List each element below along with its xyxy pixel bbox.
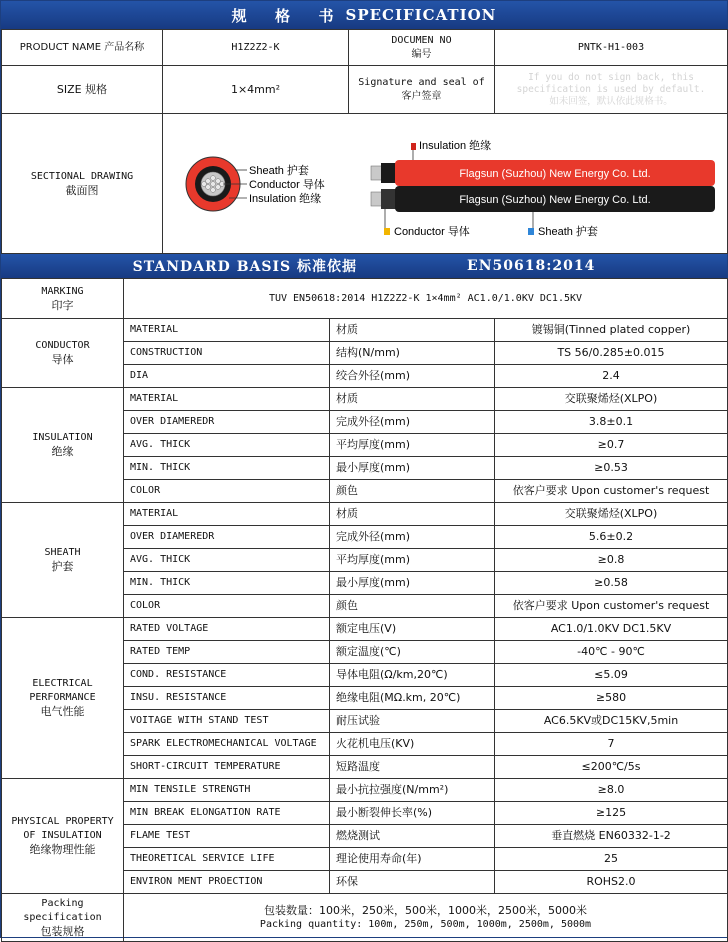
spec-row: [2, 319, 728, 342]
marking-label-cn: 印字: [51, 298, 74, 312]
property-name-en: MATERIAL: [124, 503, 330, 526]
doc-no-label-en: DOCUMEN NO: [391, 34, 452, 46]
property-name-en: OVER DIAMEREDR: [124, 526, 330, 549]
packing-label-cn: 包装规格: [40, 924, 85, 938]
packing-value: [124, 894, 728, 942]
section-label-en: SHEATH: [44, 547, 81, 558]
property-name-en: COLOR: [124, 595, 330, 618]
bottom-label-conductor: Conductor 导体: [394, 226, 470, 238]
property-value: TS 56/0.285±0.015: [495, 342, 728, 365]
property-name-cn: 燃烧测试: [330, 825, 495, 848]
property-name-cn: 额定电压(V): [330, 618, 495, 641]
cable-text-black: Flagsun (Suzhou) New Energy Co. Ltd.: [459, 194, 651, 206]
title-cn: 规 格 书: [231, 6, 340, 25]
packing-table: [1, 893, 728, 942]
property-name-cn: 材质: [330, 319, 495, 342]
property-name-en: MATERIAL: [124, 388, 330, 411]
packing-label-en-2: specification: [23, 911, 102, 923]
section-label-cn: 绝缘: [51, 445, 74, 458]
property-value: 5.6±0.2: [495, 526, 728, 549]
label-sheath: Sheath 护套: [249, 165, 309, 177]
spec-row: [2, 779, 728, 802]
property-name-en: SHORT-CIRCUIT TEMPERATURE: [124, 756, 330, 779]
signature-note: [495, 66, 728, 114]
packing-label: [2, 894, 124, 942]
packing-label-en-1: Packing: [41, 897, 84, 909]
property-value: 25: [495, 848, 728, 871]
property-name-en: AVG. THICK: [124, 549, 330, 572]
size-value: 1×4mm²: [163, 66, 349, 114]
section-label-cn: 导体: [51, 353, 74, 366]
property-name-cn: 完成外径(mm): [330, 526, 495, 549]
property-value: 垂直燃烧 EN60332-1-2: [495, 825, 728, 848]
section-label-en: ELECTRICAL PERFORMANCE: [29, 678, 96, 703]
property-name-en: RATED TEMP: [124, 641, 330, 664]
property-name-en: COND. RESISTANCE: [124, 664, 330, 687]
property-name-en: AVG. THICK: [124, 434, 330, 457]
size-label: SIZE 规格: [2, 66, 163, 114]
signature-label-en: Signature and seal of: [358, 76, 485, 88]
section-label: [2, 618, 124, 779]
drawing-label-en: SECTIONAL DRAWING: [30, 170, 134, 182]
property-value: ≥0.58: [495, 572, 728, 595]
marking-label: [2, 279, 124, 319]
property-value: ≥580: [495, 687, 728, 710]
cable-drawing: [163, 114, 727, 248]
signature-label: [349, 66, 495, 114]
packing-value-en: Packing quantity: 100m, 250m, 500m, 1000m, 2500m, 5000m: [259, 918, 592, 930]
label-conductor: Conductor 导体: [249, 179, 325, 191]
property-name-cn: 导体电阻(Ω/km,20℃): [330, 664, 495, 687]
section-label-en: PHYSICAL PROPERTY OF INSULATION: [11, 816, 114, 841]
drawing-label-cn: 截面图: [65, 183, 99, 197]
spec-row: [2, 618, 728, 641]
property-name-cn: 最小厚度(mm): [330, 457, 495, 480]
property-value: ≥8.0: [495, 779, 728, 802]
info-table: [1, 29, 728, 254]
property-value: -40℃ - 90℃: [495, 641, 728, 664]
section-label: [2, 503, 124, 618]
property-name-en: MIN BREAK ELONGATION RATE: [124, 802, 330, 825]
title-en: SPECIFICATION: [345, 6, 497, 24]
property-name-en: DIA: [124, 365, 330, 388]
property-value: 镀锡铜(Tinned plated copper): [495, 319, 728, 342]
property-name-en: CONSTRUCTION: [124, 342, 330, 365]
property-value: 交联聚烯烃(XLPO): [495, 388, 728, 411]
property-name-cn: 额定温度(℃): [330, 641, 495, 664]
property-name-cn: 最小抗拉强度(N/mm²): [330, 779, 495, 802]
property-name-cn: 颜色: [330, 595, 495, 618]
property-value: ≥0.53: [495, 457, 728, 480]
doc-no-label-cn: 编号: [411, 48, 432, 60]
marking-value: TUV EN50618:2014 H1Z2Z2-K 1×4mm² AC1.0/1.0KV DC1.5KV: [124, 279, 728, 319]
marking-label-en: MARKING: [41, 285, 84, 297]
property-name-cn: 最小厚度(mm): [330, 572, 495, 595]
property-name-cn: 理论使用寿命(年): [330, 848, 495, 871]
property-name-cn: 绝缘电阻(MΩ.km, 20℃): [330, 687, 495, 710]
bottom-label-sheath: Sheath 护套: [538, 226, 598, 238]
section-label-cn: 绝缘物理性能: [29, 843, 96, 856]
doc-no-value: PNTK-H1-003: [495, 30, 728, 66]
title-banner: [1, 1, 727, 29]
property-value: AC1.0/1.0KV DC1.5KV: [495, 618, 728, 641]
sectional-drawing-label: [2, 114, 163, 254]
property-value: 依客户要求 Upon customer's request: [495, 480, 728, 503]
property-name-cn: 耐压试验: [330, 710, 495, 733]
property-value: 交联聚烯烃(XLPO): [495, 503, 728, 526]
signature-label-cn: 客户签章: [401, 90, 442, 102]
signature-note-2: specification is used by default.: [516, 83, 706, 95]
product-name-label: PRODUCT NAME 产品名称: [2, 30, 163, 66]
property-name-cn: 完成外径(mm): [330, 411, 495, 434]
property-value: ≤200℃/5s: [495, 756, 728, 779]
property-value: 3.8±0.1: [495, 411, 728, 434]
standard-label: STANDARD BASIS 标准依据: [132, 259, 358, 275]
property-name-en: MATERIAL: [124, 319, 330, 342]
property-name-en: MIN TENSILE STRENGTH: [124, 779, 330, 802]
property-name-cn: 绞合外径(mm): [330, 365, 495, 388]
property-value: 7: [495, 733, 728, 756]
property-name-en: MIN. THICK: [124, 457, 330, 480]
section-label-cn: 电气性能: [40, 705, 85, 718]
property-name-en: MIN. THICK: [124, 572, 330, 595]
section-label: [2, 388, 124, 503]
standard-banner: [1, 254, 727, 278]
section-label: [2, 779, 124, 894]
property-name-cn: 平均厚度(mm): [330, 434, 495, 457]
property-name-cn: 平均厚度(mm): [330, 549, 495, 572]
property-value: ≥0.8: [495, 549, 728, 572]
property-name-en: RATED VOLTAGE: [124, 618, 330, 641]
property-name-en: VOITAGE WITH STAND TEST: [124, 710, 330, 733]
property-value: ≥0.7: [495, 434, 728, 457]
property-name-cn: 环保: [330, 871, 495, 894]
signature-note-1: If you do not sign back, this: [528, 71, 694, 83]
property-name-en: THEORETICAL SERVICE LIFE: [124, 848, 330, 871]
property-name-cn: 材质: [330, 388, 495, 411]
property-value: ROHS2.0: [495, 871, 728, 894]
property-value: ≥125: [495, 802, 728, 825]
top-label: Insulation 绝缘: [419, 140, 492, 152]
property-name-en: SPARK ELECTROMECHANICAL VOLTAGE: [124, 733, 330, 756]
product-name-value: H1Z2Z2-K: [163, 30, 349, 66]
property-value: 依客户要求 Upon customer's request: [495, 595, 728, 618]
sectional-drawing: [163, 114, 728, 254]
property-value: 2.4: [495, 365, 728, 388]
section-label-en: CONDUCTOR: [35, 340, 90, 351]
property-name-cn: 材质: [330, 503, 495, 526]
property-name-en: OVER DIAMEREDR: [124, 411, 330, 434]
section-label-en: INSULATION: [32, 432, 93, 443]
property-name-cn: 短路温度: [330, 756, 495, 779]
property-name-en: FLAME TEST: [124, 825, 330, 848]
property-name-cn: 火花机电压(KV): [330, 733, 495, 756]
property-name-cn: 最小断裂伸长率(%): [330, 802, 495, 825]
property-value: ≤5.09: [495, 664, 728, 687]
standard-value: EN50618:2014: [467, 258, 596, 274]
section-label-cn: 护套: [51, 560, 74, 573]
property-name-en: COLOR: [124, 480, 330, 503]
property-name-cn: 颜色: [330, 480, 495, 503]
marker-red: [411, 143, 416, 150]
spec-row: [2, 388, 728, 411]
property-value: AC6.5KV或DC15KV,5min: [495, 710, 728, 733]
section-label: [2, 319, 124, 388]
label-insulation: Insulation 绝缘: [249, 193, 322, 205]
marker-yellow: [384, 228, 390, 235]
packing-value-cn: 包装数量：100米，250米，500米，1000米，2500米，5000米: [264, 903, 587, 917]
spec-row: [2, 503, 728, 526]
property-name-en: INSU. RESISTANCE: [124, 687, 330, 710]
cable-text-red: Flagsun (Suzhou) New Energy Co. Ltd.: [459, 168, 651, 180]
marker-blue: [528, 228, 534, 235]
property-name-en: ENVIRON MENT PROECTION: [124, 871, 330, 894]
property-name-cn: 结构(N/mm): [330, 342, 495, 365]
spec-table: [1, 278, 728, 894]
doc-no-label: [349, 30, 495, 66]
signature-note-3: 如未回签，默认依此规格书。: [549, 95, 673, 107]
